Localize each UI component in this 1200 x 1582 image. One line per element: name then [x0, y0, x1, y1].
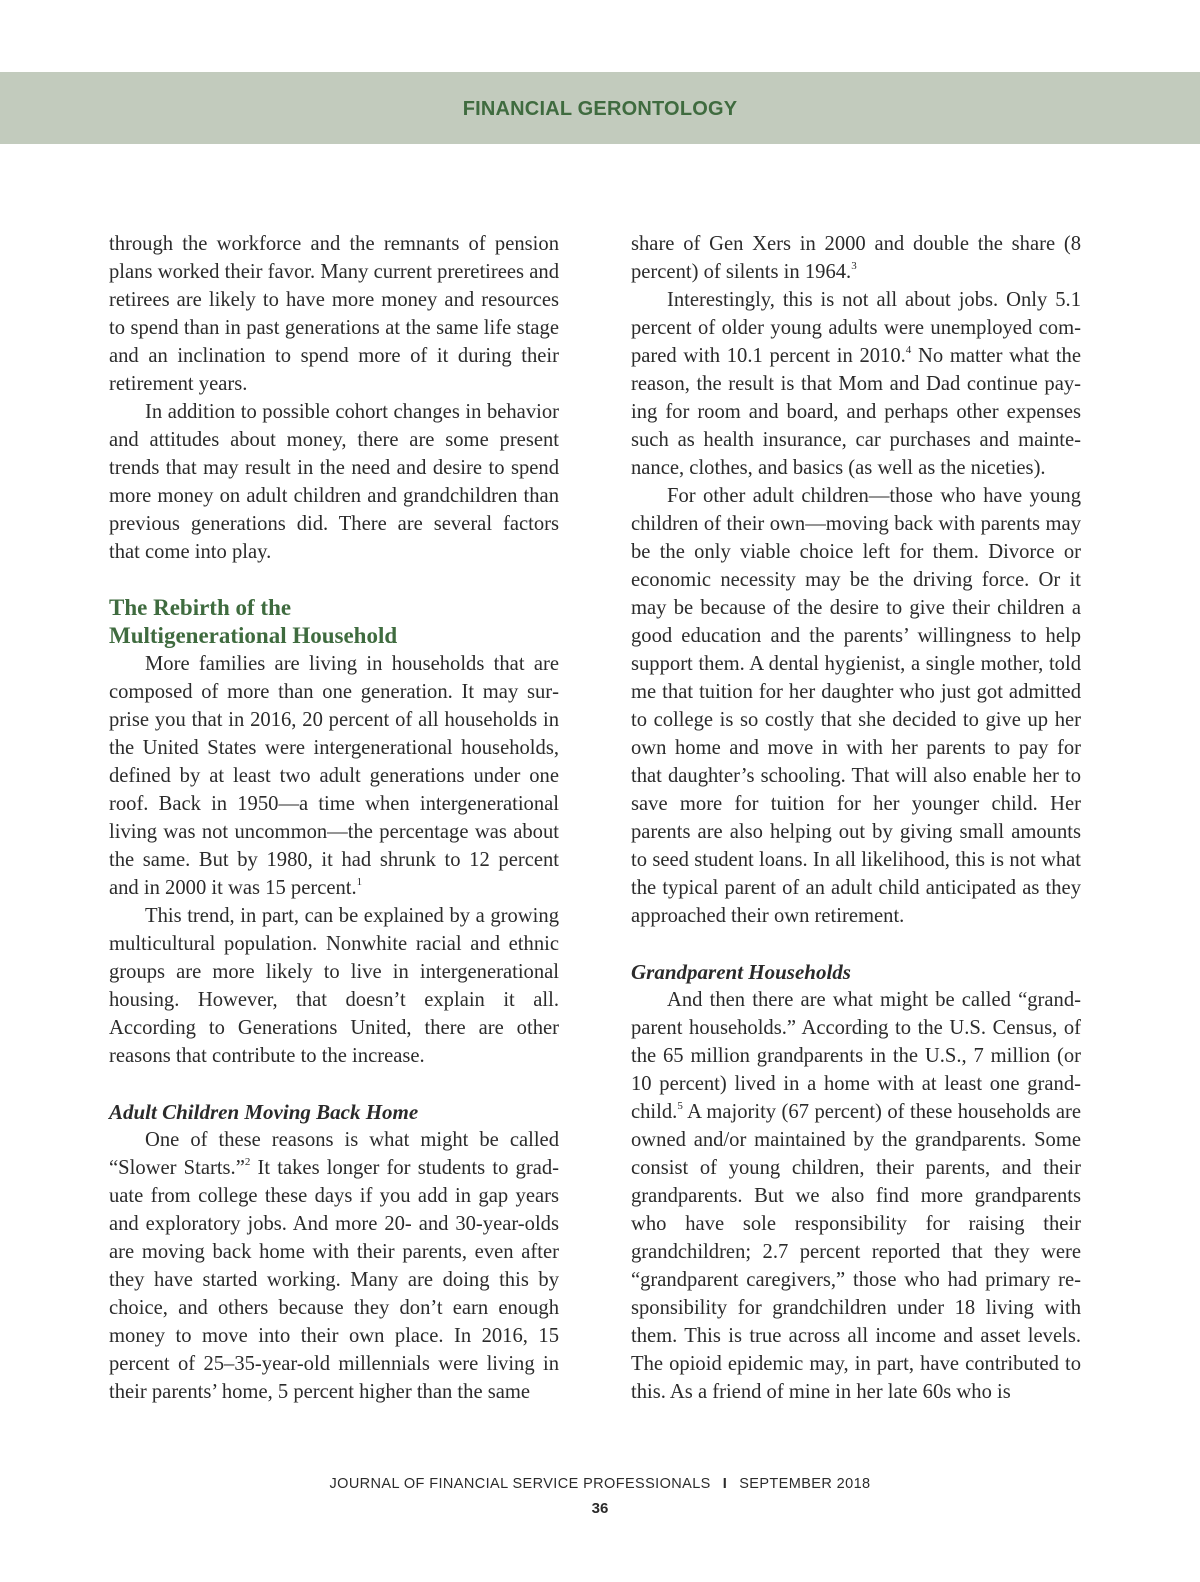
footnote-ref: 5: [677, 1100, 683, 1112]
footer-journal-line: [0, 1476, 1200, 1492]
footer-separator: I: [722, 1476, 728, 1492]
right-column: [631, 230, 1081, 1406]
paragraph: through the workforce and the remnants of pension plans worked their favor. Many current preretirees and retirees are likely to have more money and resources to spend than in past generations at the same life stage and an inclination to spend more of it during their retirement years.: [109, 233, 559, 395]
footnote-ref: 2: [244, 1156, 251, 1168]
paragraph: [631, 986, 1081, 1406]
paragraph: [109, 1126, 559, 1406]
paragraph-text: Interestingly, this is not all about jobs. Only 5.1 percent of older young adults were unemployed compared with 10.1 percent in 2010.: [631, 289, 1081, 367]
paragraph-text: No matter what the reason, the result is that Mom and Dad continue paying for room and board, and perhaps other expenses such as health insurance, car purchases and maintenance, clothes, and basics (as well as the niceties).: [631, 345, 1081, 479]
footnote-ref: 4: [905, 344, 912, 356]
footnote-ref: 3: [851, 260, 857, 272]
page-number: 36: [591, 1500, 609, 1517]
paragraph: [631, 286, 1081, 482]
footnote-ref: 1: [356, 876, 363, 888]
left-column: [109, 230, 559, 1406]
paragraph-text: One of these reasons is what might be called “Slower Starts.”: [109, 1129, 559, 1179]
paragraph: In addition to possible cohort changes in behavior and attitudes about money, there are some present trends that may result in the need and desire to spend more money on adult children and grandchildren than previous generations did. There are several factors that come into play.: [109, 401, 559, 563]
paragraph: This trend, in part, can be explained by a growing multicultural population. Nonwhite racial and ethnic groups are more likely to live in intergenerational housing. However, that doesn’t explain it all. According to Generations United, there are other reasons that contribute to the increase.: [109, 905, 559, 1067]
issue-date: SEPTEMBER 2018: [739, 1476, 871, 1492]
paragraph-text: And then there are what might be called “grandparent households.” According to the U.S. Census, of the 65 million grandparents in the U.S., 7 million (or 10 percent) lived in a home with at least one grandchild.: [631, 989, 1081, 1123]
paragraph-text: It takes longer for students to graduate from college these days if you add in gap years and exploratory jobs. And more 20- and 30-year-olds are moving back home with their parents, even after they have started working. Many are doing this by choice, and others because they don’t earn enough money to move into their own place. In 2016, 15 percent of 25–35-year-old millennials were living in their parents’ home, 5 percent higher than the same: [109, 1157, 559, 1403]
paragraph-text: More families are living in households that are composed of more than one generation. It may surprise you that in 2016, 20 percent of all households in the United States were intergenerational households, defined by at least two adult generations under one roof. Back in 1950—a time when intergenerational living was not uncommon—the percentage was about the same. But by 1980, it had shrunk to 12 percent and in 2000 it was 15 percent.: [109, 653, 559, 899]
section-heading: [109, 594, 559, 650]
subsection-heading: Adult Children Moving Back Home: [109, 1100, 419, 1124]
paragraph-text: A majority (67 percent) of these households are owned and/or maintained by the grandparents. Some consist of young children, their parents, and their grandparents. But we also find more grandparents who have sole responsibility for raising their grandchildren; 2.7 percent reported that they were “grandparent caregivers,” those who had primary responsibility for grandchildren under 18 living with them. This is true across all income and asset levels. The opioid epidemic may, in part, have contributed to this. As a friend of mine in her late 60s who is: [631, 1101, 1081, 1403]
section-heading-line: The Rebirth of the: [109, 595, 292, 620]
section-heading-line: Multigenerational Household: [109, 623, 398, 648]
paragraph: [631, 230, 1081, 286]
paragraph: [109, 650, 559, 902]
running-header: FINANCIAL GERONTOLOGY: [462, 98, 738, 120]
journal-name: JOURNAL OF FINANCIAL SERVICE PROFESSIONALS: [329, 1476, 711, 1492]
paragraph-text: share of Gen Xers in 2000 and double the share (8 percent) of silents in 1964.: [631, 233, 1081, 283]
subsection-heading: Grandparent Households: [631, 960, 851, 984]
paragraph: For other adult children—those who have young children of their own—moving back with parents may be the only viable choice left for them. Divorce or economic necessity may be the driving force. Or it may be because of the desire to give their children a good education and the parents’ willingness to help support them. A dental hygienist, a single mother, told me that tuition for her daughter who just got admitted to college is so costly that she decided to give up her own home and move in with her parents to pay for that daughter’s schooling. That will also enable her to save more for tuition for her younger child. Her parents are also helping out by giving small amounts to seed student loans. In all likelihood, this is not what the typical parent of an adult child anticipated as they approached their own retirement.: [631, 485, 1081, 927]
